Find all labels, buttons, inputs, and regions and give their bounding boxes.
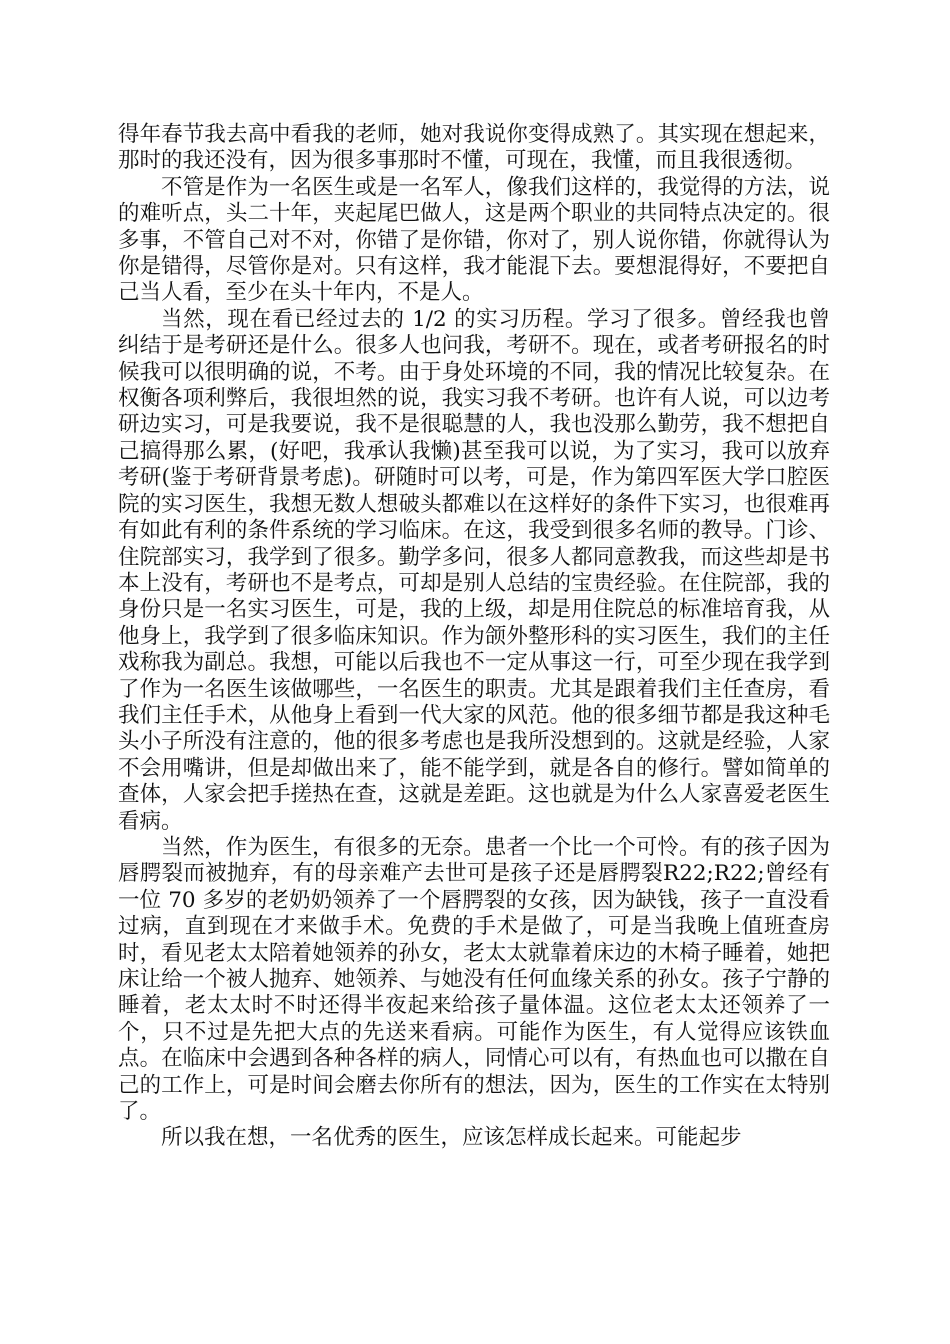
paragraph-4: 当然，作为医生，有很多的无奈。患者一个比一个可怜。有的孩子因为唇腭裂而被抛弃，有的母亲难产去世可是孩子还是唇腭裂R22;R22;曾经有一位 70 多岁的老奶奶领养了一个唇腭裂的女孩，因为缺钱，孩子一直没看过病，直到现在才来做手术。免费的手术是做了，可是当我晚上值班查房时，看见老太太陪着她领养的孙女，老太太就靠着床边的木椅子睡着，她把床让给一个被人抛弃、她领养、与她没有任何血缘关系的孙女。孩子宁静的睡着，老太太时不时还得半夜起来给孩子量体温。这位老太太还领养了一个，只不过是先把大点的先送来看病。可能作为医生，有人觉得应该铁血点。在临床中会遇到各种各样的病人，同情心可以有，有热血也可以撒在自己的工作上，可是时间会磨去你所有的想法，因为，医生的工作实在太特别了。 — [118, 834, 830, 1125]
paragraph-5: 所以我在想，一名优秀的医生，应该怎样成长起来。可能起步 — [161, 1125, 742, 1151]
paragraph-3: 当然，现在看已经过去的 1/2 的实习历程。学习了很多。曾经我也曾纠结于是考研还是什么。很多人也问我，考研不。现在，或者考研报名的时候我可以很明确的说，不考。由于身处环境的不同，我的情况比较复杂。在权衡各项利弊后，我很坦然的说，我实习我不考研。也许有人说，可以边考研边实习，可是我要说，我不是很聪慧的人，我也没那么勤劳，我不想把自己搞得那么累，(好吧，我承认我懒)甚至我可以说，为了实习，我可以放弃考研(鉴于考研背景考虑)。研随时可以考，可是，作为第四军医大学口腔医院的实习医生，我想无数人想破头都难以在这样好的条件下实习，也很难再有如此有利的条件系统的学习临床。在这，我受到很多名师的教导。门诊、住院部实习，我学到了很多。勤学多问，很多人都同意教我，而这些却是书本上没有，考研也不是考点，可却是别人总结的宝贵经验。在住院部，我的身份只是一名实习医生，可是，我的上级，却是用住院总的标准培育我，从他身上，我学到了很多临床知识。作为颌外整形科的实习医生，我们的主任戏称我为副总。我想，可能以后我也不一定从事这一行，可至少现在我学到了作为一名医生该做哪些，一名医生的职责。尤其是跟着我们主任查房，看我们主任手术，从他身上看到一代大家的风范。他的很多细节都是我这种毛头小子所没有注意的，他的很多考虑也是我所没想到的。这就是经验，人家不会用嘴讲，但是却做出来了，能不能学到，就是各自的修行。譬如简单的查体，人家会把手搓热在查，这就是差距。这也就是为什么人家喜爱老医生看病。 — [118, 306, 830, 834]
document-body — [118, 122, 830, 1152]
paragraph-2: 不管是作为一名医生或是一名军人，像我们这样的，我觉得的方法，说的难听点，头二十年，夹起尾巴做人，这是两个职业的共同特点决定的。很多事，不管自己对不对，你错了是你错，你对了，别人说你错，你就得认为你是错得，尽管你是对。只有这样，我才能混下去。要想混得好，不要把自己当人看，至少在头十年内，不是人。 — [118, 174, 830, 306]
paragraph-1: 得年春节我去高中看我的老师，她对我说你变得成熟了。其实现在想起来，那时的我还没有，因为很多事那时不懂，可现在，我懂，而且我很透彻。 — [118, 122, 830, 174]
